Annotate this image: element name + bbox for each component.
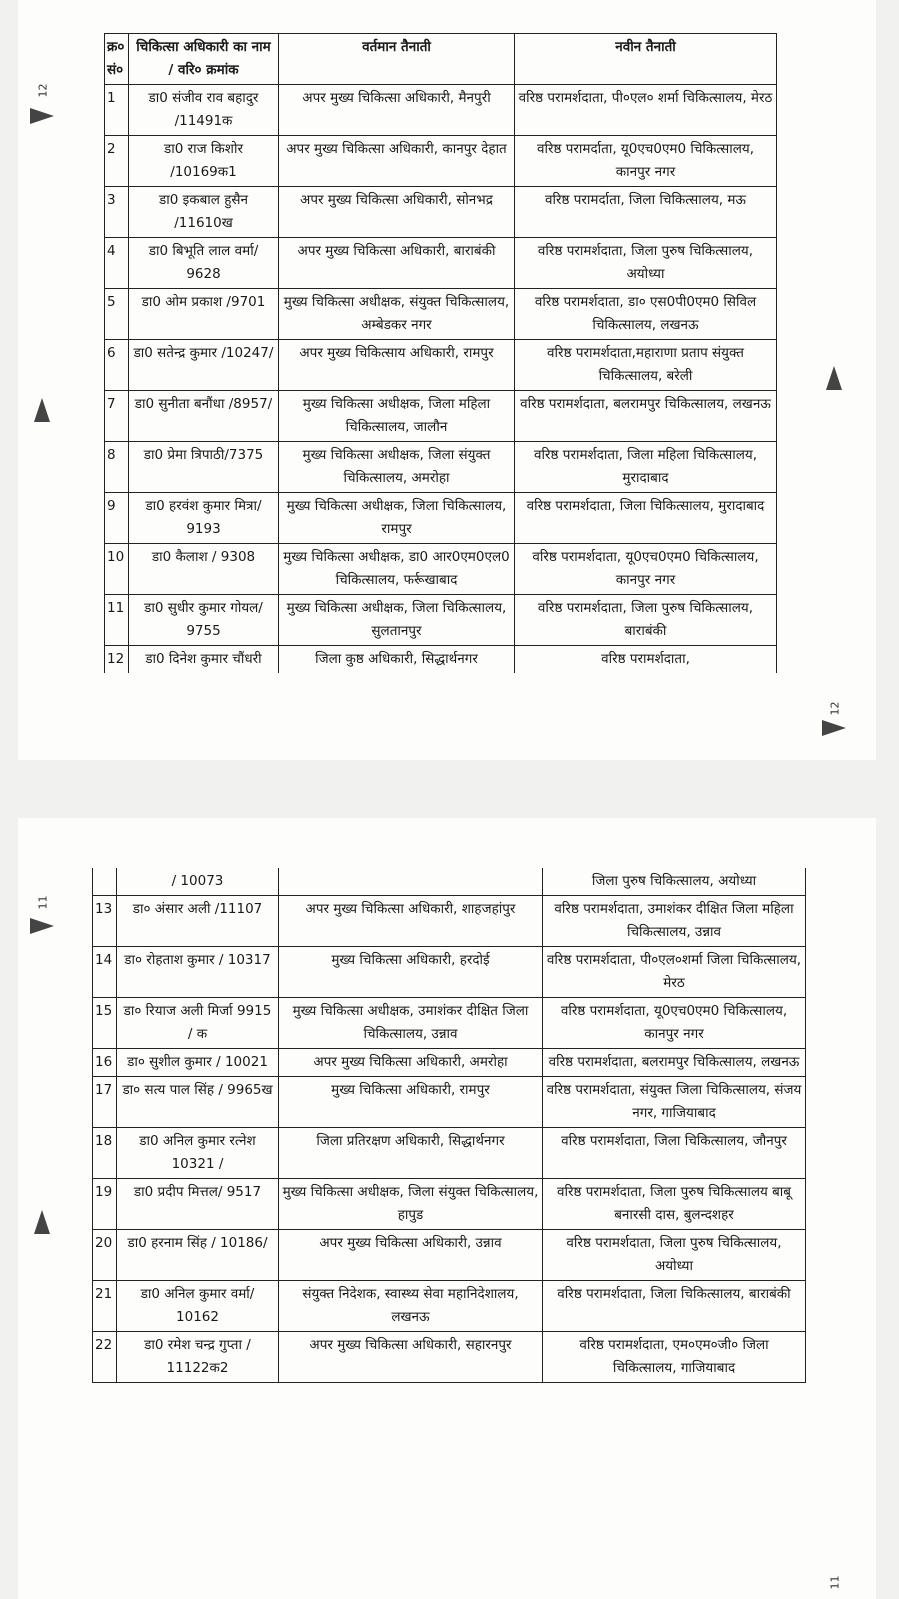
transfer-table-page-1 <box>104 33 777 673</box>
table-row <box>105 391 777 442</box>
page-marker-icon <box>826 366 842 390</box>
current-posting-cell: मुख्य चिकित्सा अधीक्षक, जिला महिला चिकित्सालय, जालौन <box>279 391 515 442</box>
officer-name-cell: डा० रोहताश कुमार / 10317 <box>117 947 279 998</box>
table-row <box>93 947 806 998</box>
officer-name-cell: डा0 ओम प्रकाश /9701 <box>129 289 279 340</box>
current-posting-cell: मुख्य चिकित्सा अधीक्षक, जिला चिकित्सालय, रामपुर <box>279 493 515 544</box>
current-posting-cell: मुख्य चिकित्सा अधीक्षक, जिला चिकित्सालय, सुलतानपुर <box>279 595 515 646</box>
new-posting-cell: वरिष्ठ परामर्शदाता, एम०एम०जी० जिला चिकित्सालय, गाजियाबाद <box>543 1332 806 1383</box>
table-row <box>93 1179 806 1230</box>
header-current-posting: वर्तमान तैनाती <box>279 34 515 85</box>
current-posting-cell: मुख्य चिकित्सा अधीक्षक, जिला संयुक्त चिकित्सालय, हापुड <box>279 1179 543 1230</box>
transfer-table-page-2 <box>92 868 806 1383</box>
header-new-posting: नवीन तैनाती <box>515 34 777 85</box>
new-posting-cell: वरिष्ठ परामर्दाता, यू0एच0एम0 चिकित्सालय, कानपुर नगर <box>515 136 777 187</box>
serial-cell: 22 <box>93 1332 117 1383</box>
officer-name-cell: डा0 सुधीर कुमार गोयल/ 9755 <box>129 595 279 646</box>
table-row <box>93 1332 806 1383</box>
serial-cell: 17 <box>93 1077 117 1128</box>
new-posting-cell: वरिष्ठ परामर्शदाता, जिला चिकित्सालय, बाराबंकी <box>543 1281 806 1332</box>
current-posting-cell <box>279 868 543 896</box>
current-posting-cell: मुख्य चिकित्सा अधिकारी, हरदोई <box>279 947 543 998</box>
officer-name-cell: डा० सुशील कुमार / 10021 <box>117 1049 279 1077</box>
current-posting-cell: अपर मुख्य चिकित्सा अधिकारी, सहारनपुर <box>279 1332 543 1383</box>
new-posting-cell: वरिष्ठ परामर्शदाता, जिला चिकित्सालय, मुरादाबाद <box>515 493 777 544</box>
officer-name-cell: डा० अंसार अली /11107 <box>117 896 279 947</box>
serial-cell: 2 <box>105 136 129 187</box>
table-row <box>105 544 777 595</box>
new-posting-cell: वरिष्ठ परामर्शदाता, पी०एल०शर्मा जिला चिकित्सालय, मेरठ <box>543 947 806 998</box>
current-posting-cell: मुख्य चिकित्सा अधीक्षक, जिला संयुक्त चिकित्सालय, अमरोहा <box>279 442 515 493</box>
officer-name-cell: डा0 अनिल कुमार वर्मा/ 10162 <box>117 1281 279 1332</box>
page-number-label: 12 <box>36 83 50 98</box>
current-posting-cell: अपर मुख्य चिकित्सा अधिकारी, कानपुर देहात <box>279 136 515 187</box>
page-marker-icon <box>34 1210 50 1234</box>
serial-cell: 6 <box>105 340 129 391</box>
officer-name-cell: डा0 सुनीता बनौंधा /8957/ <box>129 391 279 442</box>
current-posting-cell: मुख्य चिकित्सा अधिकारी, रामपुर <box>279 1077 543 1128</box>
new-posting-cell: वरिष्ठ परामर्शदाता, जिला पुरुष चिकित्सालय, बाराबंकी <box>515 595 777 646</box>
table-row <box>93 998 806 1049</box>
table-row <box>93 868 806 896</box>
current-posting-cell: अपर मुख्य चिकित्साय अधिकारी, रामपुर <box>279 340 515 391</box>
current-posting-cell: अपर मुख्य चिकित्सा अधिकारी, उन्नाव <box>279 1230 543 1281</box>
officer-name-cell: डा० सत्य पाल सिंह / 9965ख <box>117 1077 279 1128</box>
officer-name-cell: डा0 बिभूति लाल वर्मा/ 9628 <box>129 238 279 289</box>
page-number-label: 12 <box>828 701 842 716</box>
page-marker-icon <box>34 398 50 422</box>
table-header-row <box>105 34 777 85</box>
serial-cell: 16 <box>93 1049 117 1077</box>
serial-cell: 8 <box>105 442 129 493</box>
officer-name-cell: डा0 प्रेमा त्रिपाठी/7375 <box>129 442 279 493</box>
table-row <box>93 896 806 947</box>
new-posting-cell: वरिष्ठ परामर्शदाता, यू0एच0एम0 चिकित्सालय, कानपुर नगर <box>543 998 806 1049</box>
serial-cell: 11 <box>105 595 129 646</box>
new-posting-cell: वरिष्ठ परामर्शदाता, संयुक्त जिला चिकित्सालय, संजय नगर, गाजियाबाद <box>543 1077 806 1128</box>
serial-cell: 5 <box>105 289 129 340</box>
page-marker-icon <box>30 108 54 124</box>
current-posting-cell: मुख्य चिकित्सा अधीक्षक, संयुक्त चिकित्सालय, अम्बेडकर नगर <box>279 289 515 340</box>
officer-name-cell: डा0 सतेन्द्र कुमार /10247/ <box>129 340 279 391</box>
page-marker-icon <box>30 918 54 934</box>
officer-name-cell: डा0 दिनेश कुमार चौंधरी <box>129 646 279 674</box>
serial-cell: 15 <box>93 998 117 1049</box>
serial-cell: 20 <box>93 1230 117 1281</box>
new-posting-cell: वरिष्ठ परामर्शदाता, उमाशंकर दीक्षित जिला महिला चिकित्सालय, उन्नाव <box>543 896 806 947</box>
table-row <box>93 1128 806 1179</box>
officer-name-cell: डा० रियाज अली मिर्जा 9915 / क <box>117 998 279 1049</box>
current-posting-cell: अपर मुख्य चिकित्सा अधिकारी, शाहजहांपुर <box>279 896 543 947</box>
serial-cell: 14 <box>93 947 117 998</box>
officer-name-cell: डा0 संजीव राव बहादुर /11491क <box>129 85 279 136</box>
header-serial: क्र० सं० <box>105 34 129 85</box>
page-number-label: 11 <box>36 895 50 910</box>
current-posting-cell: मुख्य चिकित्सा अधीक्षक, उमाशंकर दीक्षित जिला चिकित्सालय, उन्नाव <box>279 998 543 1049</box>
table-row <box>93 1281 806 1332</box>
table-row <box>105 238 777 289</box>
new-posting-cell: वरिष्ठ परामर्शदाता, बलरामपुर चिकित्सालय, लखनऊ <box>515 391 777 442</box>
table-row <box>93 1049 806 1077</box>
serial-cell: 13 <box>93 896 117 947</box>
officer-name-cell: / 10073 <box>117 868 279 896</box>
table-row <box>105 595 777 646</box>
new-posting-cell: वरिष्ठ परामर्शदाता, पी०एल० शर्मा चिकित्सालय, मेरठ <box>515 85 777 136</box>
table-row <box>93 1077 806 1128</box>
officer-name-cell: डा0 राज किशोर /10169क1 <box>129 136 279 187</box>
table-row <box>105 493 777 544</box>
page-marker-icon <box>822 720 846 736</box>
new-posting-cell: वरिष्ठ परामर्शदाता, बलरामपुर चिकित्सालय, लखनऊ <box>543 1049 806 1077</box>
officer-name-cell: डा0 कैलाश / 9308 <box>129 544 279 595</box>
table-row <box>93 1230 806 1281</box>
serial-cell: 3 <box>105 187 129 238</box>
serial-cell: 12 <box>105 646 129 674</box>
serial-cell: 9 <box>105 493 129 544</box>
officer-name-cell: डा0 हरनाम सिंह / 10186/ <box>117 1230 279 1281</box>
current-posting-cell: मुख्य चिकित्सा अधीक्षक, डा0 आर0एम0एल0 चिकित्सालय, फर्रूखाबाद <box>279 544 515 595</box>
new-posting-cell: वरिष्ठ परामर्शदाता, जिला महिला चिकित्सालय, मुरादाबाद <box>515 442 777 493</box>
new-posting-cell: वरिष्ठ परामर्शदाता, जिला पुरुष चिकित्सालय, अयोध्या <box>543 1230 806 1281</box>
serial-cell: 18 <box>93 1128 117 1179</box>
serial-cell: 21 <box>93 1281 117 1332</box>
current-posting-cell: अपर मुख्य चिकित्सा अधिकारी, अमरोहा <box>279 1049 543 1077</box>
table-row <box>105 85 777 136</box>
new-posting-cell: वरिष्ठ परामर्शदाता, जिला चिकित्सालय, जौनपुर <box>543 1128 806 1179</box>
new-posting-cell: जिला पुरुष चिकित्सालय, अयोध्या <box>543 868 806 896</box>
officer-name-cell: डा0 हरवंश कुमार मित्रा/ 9193 <box>129 493 279 544</box>
current-posting-cell: अपर मुख्य चिकित्सा अधिकारी, सोनभद्र <box>279 187 515 238</box>
table-row <box>105 646 777 674</box>
new-posting-cell: वरिष्ठ परामर्शदाता, <box>515 646 777 674</box>
serial-cell: 10 <box>105 544 129 595</box>
officer-name-cell: डा0 रमेश चन्द्र गुप्ता / 11122क2 <box>117 1332 279 1383</box>
page-number-label: 11 <box>828 1575 842 1590</box>
serial-cell: 4 <box>105 238 129 289</box>
new-posting-cell: वरिष्ठ परामर्शदाता, डा० एस0पी0एम0 सिविल चिकित्सालय, लखनऊ <box>515 289 777 340</box>
table-row <box>105 340 777 391</box>
officer-name-cell: डा0 अनिल कुमार रत्नेश 10321 / <box>117 1128 279 1179</box>
serial-cell: 1 <box>105 85 129 136</box>
table-row <box>105 187 777 238</box>
current-posting-cell: जिला कुष्ठ अधिकारी, सिद्धार्थनगर <box>279 646 515 674</box>
new-posting-cell: वरिष्ठ परामर्शदाता, जिला पुरुष चिकित्सालय बाबू बनारसी दास, बुलन्दशहर <box>543 1179 806 1230</box>
current-posting-cell: अपर मुख्य चिकित्सा अधिकारी, मैनपुरी <box>279 85 515 136</box>
new-posting-cell: वरिष्ठ परामर्शदाता,महाराणा प्रताप संयुक्त चिकित्सालय, बरेली <box>515 340 777 391</box>
table-row <box>105 136 777 187</box>
current-posting-cell: अपर मुख्य चिकित्सा अधिकारी, बाराबंकी <box>279 238 515 289</box>
header-officer-name: चिकित्सा अधिकारी का नाम / वरि० क्रमांक <box>129 34 279 85</box>
officer-name-cell: डा0 इकबाल हुसैन /11610ख <box>129 187 279 238</box>
new-posting-cell: वरिष्ठ परामर्शदाता, जिला पुरुष चिकित्सालय, अयोध्या <box>515 238 777 289</box>
table-row <box>105 442 777 493</box>
serial-cell: 7 <box>105 391 129 442</box>
serial-cell <box>93 868 117 896</box>
table-row <box>105 289 777 340</box>
new-posting-cell: वरिष्ठ परामर्दाता, जिला चिकित्सालय, मऊ <box>515 187 777 238</box>
current-posting-cell: संयुक्त निदेशक, स्वास्थ्य सेवा महानिदेशालय, लखनऊ <box>279 1281 543 1332</box>
new-posting-cell: वरिष्ठ परामर्शदाता, यू0एच0एम0 चिकित्सालय, कानपुर नगर <box>515 544 777 595</box>
serial-cell: 19 <box>93 1179 117 1230</box>
current-posting-cell: जिला प्रतिरक्षण अधिकारी, सिद्धार्थनगर <box>279 1128 543 1179</box>
officer-name-cell: डा0 प्रदीप मित्तल/ 9517 <box>117 1179 279 1230</box>
